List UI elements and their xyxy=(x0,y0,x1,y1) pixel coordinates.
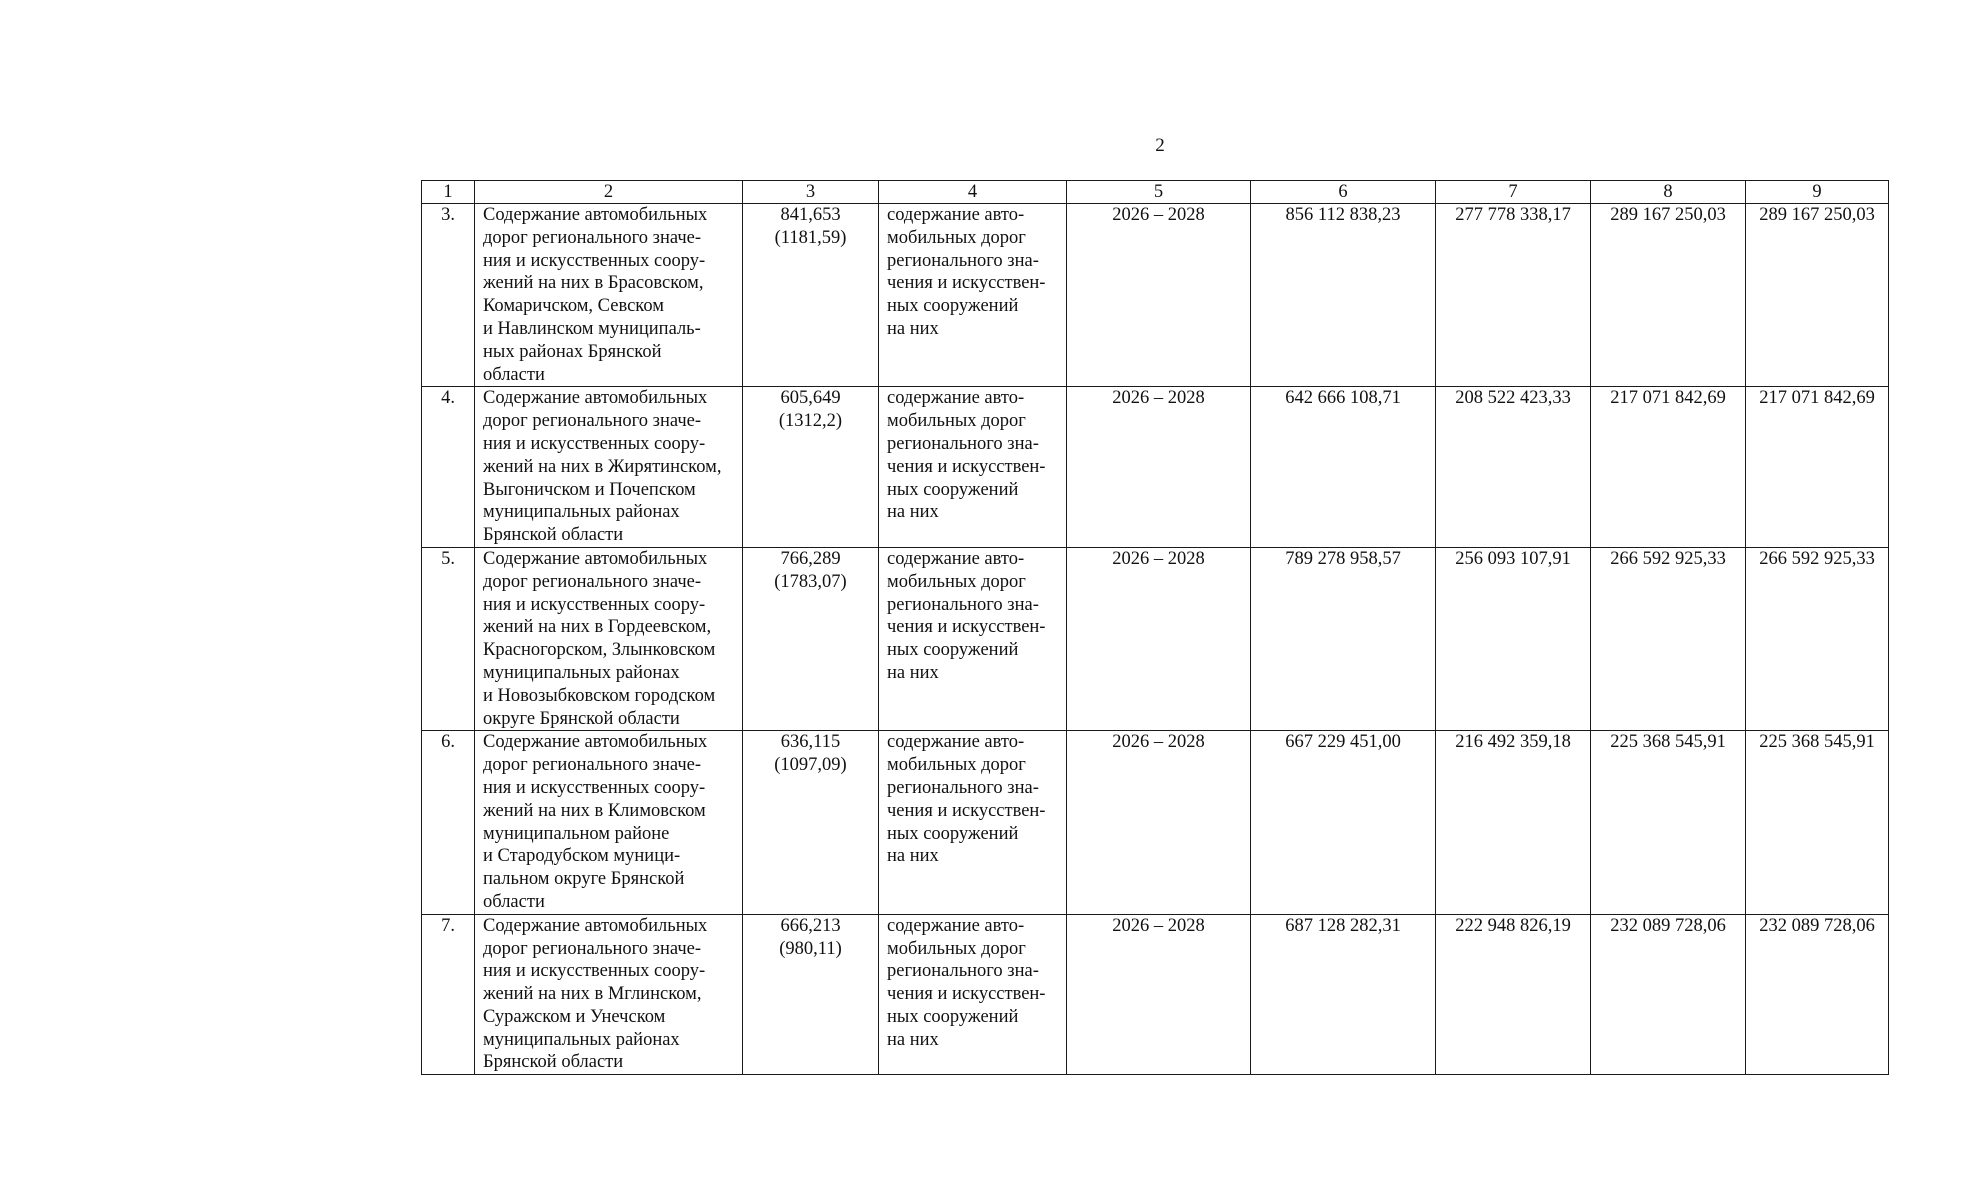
row-number-cell: 5. xyxy=(422,547,475,730)
year1-amount-cell: 222 948 826,19 xyxy=(1436,914,1591,1075)
object-name-cell: Содержание автомобильных дорог регионального значе- ния и искусственных соору- жений на них в Климовском муниципальном районе и Стародубском муници- пальном округе Брянской области xyxy=(475,731,743,914)
contracts-table xyxy=(421,180,1889,1075)
year2-amount-cell: 266 592 925,33 xyxy=(1591,547,1746,730)
work-type-cell: содержание авто- мобильных дорог регионального зна- чения и искусствен- ных сооружений на них xyxy=(879,547,1067,730)
table-row xyxy=(422,204,1889,387)
column-number-header: 7 xyxy=(1436,181,1591,204)
row-number-cell: 4. xyxy=(422,387,475,548)
year2-amount-cell: 232 089 728,06 xyxy=(1591,914,1746,1075)
object-name-cell: Содержание автомобильных дорог регионального значе- ния и искусственных соору- жений на них в Гордеевском, Красногорском, Злынковском муниципальных районах и Новозыбковском городском округе Брянской области xyxy=(475,547,743,730)
object-name-cell: Содержание автомобильных дорог регионального значе- ния и искусственных соору- жений на них в Брасовском, Комаричском, Севском и Навлинском муниципаль- ных районах Брянской области xyxy=(475,204,743,387)
table-row xyxy=(422,547,1889,730)
period-cell: 2026 – 2028 xyxy=(1067,731,1251,914)
column-number-row xyxy=(422,181,1889,204)
total-amount-cell: 687 128 282,31 xyxy=(1251,914,1436,1075)
page-number: 2 xyxy=(1155,135,1165,156)
work-type-cell: содержание авто- мобильных дорог регионального зна- чения и искусствен- ных сооружений на них xyxy=(879,204,1067,387)
object-name-cell: Содержание автомобильных дорог регионального значе- ния и искусственных соору- жений на них в Мглинском, Суражском и Унечском муниципальных районах Брянской области xyxy=(475,914,743,1075)
period-cell: 2026 – 2028 xyxy=(1067,387,1251,548)
column-number-header: 5 xyxy=(1067,181,1251,204)
year3-amount-cell: 266 592 925,33 xyxy=(1746,547,1889,730)
column-number-header: 8 xyxy=(1591,181,1746,204)
table-row xyxy=(422,731,1889,914)
year3-amount-cell: 289 167 250,03 xyxy=(1746,204,1889,387)
year1-amount-cell: 208 522 423,33 xyxy=(1436,387,1591,548)
period-cell: 2026 – 2028 xyxy=(1067,547,1251,730)
row-number-cell: 6. xyxy=(422,731,475,914)
column-number-header: 1 xyxy=(422,181,475,204)
total-amount-cell: 642 666 108,71 xyxy=(1251,387,1436,548)
road-length-cell: 666,213 (980,11) xyxy=(743,914,879,1075)
work-type-cell: содержание авто- мобильных дорог регионального зна- чения и искусствен- ных сооружений на них xyxy=(879,914,1067,1075)
column-number-header: 9 xyxy=(1746,181,1889,204)
period-cell: 2026 – 2028 xyxy=(1067,914,1251,1075)
year1-amount-cell: 277 778 338,17 xyxy=(1436,204,1591,387)
total-amount-cell: 667 229 451,00 xyxy=(1251,731,1436,914)
year2-amount-cell: 217 071 842,69 xyxy=(1591,387,1746,548)
year3-amount-cell: 217 071 842,69 xyxy=(1746,387,1889,548)
period-cell: 2026 – 2028 xyxy=(1067,204,1251,387)
work-type-cell: содержание авто- мобильных дорог регионального зна- чения и искусствен- ных сооружений на них xyxy=(879,731,1067,914)
column-number-header: 4 xyxy=(879,181,1067,204)
total-amount-cell: 789 278 958,57 xyxy=(1251,547,1436,730)
year1-amount-cell: 256 093 107,91 xyxy=(1436,547,1591,730)
year1-amount-cell: 216 492 359,18 xyxy=(1436,731,1591,914)
column-number-header: 2 xyxy=(475,181,743,204)
road-length-cell: 636,115 (1097,09) xyxy=(743,731,879,914)
road-length-cell: 766,289 (1783,07) xyxy=(743,547,879,730)
year3-amount-cell: 225 368 545,91 xyxy=(1746,731,1889,914)
year2-amount-cell: 225 368 545,91 xyxy=(1591,731,1746,914)
road-length-cell: 605,649 (1312,2) xyxy=(743,387,879,548)
work-type-cell: содержание авто- мобильных дорог регионального зна- чения и искусствен- ных сооружений на них xyxy=(879,387,1067,548)
year3-amount-cell: 232 089 728,06 xyxy=(1746,914,1889,1075)
table-row xyxy=(422,387,1889,548)
road-length-cell: 841,653 (1181,59) xyxy=(743,204,879,387)
column-number-header: 3 xyxy=(743,181,879,204)
table-row xyxy=(422,914,1889,1075)
row-number-cell: 7. xyxy=(422,914,475,1075)
object-name-cell: Содержание автомобильных дорог регионального значе- ния и искусственных соору- жений на них в Жирятинском, Выгоничском и Почепском муниципальных районах Брянской области xyxy=(475,387,743,548)
year2-amount-cell: 289 167 250,03 xyxy=(1591,204,1746,387)
column-number-header: 6 xyxy=(1251,181,1436,204)
row-number-cell: 3. xyxy=(422,204,475,387)
total-amount-cell: 856 112 838,23 xyxy=(1251,204,1436,387)
